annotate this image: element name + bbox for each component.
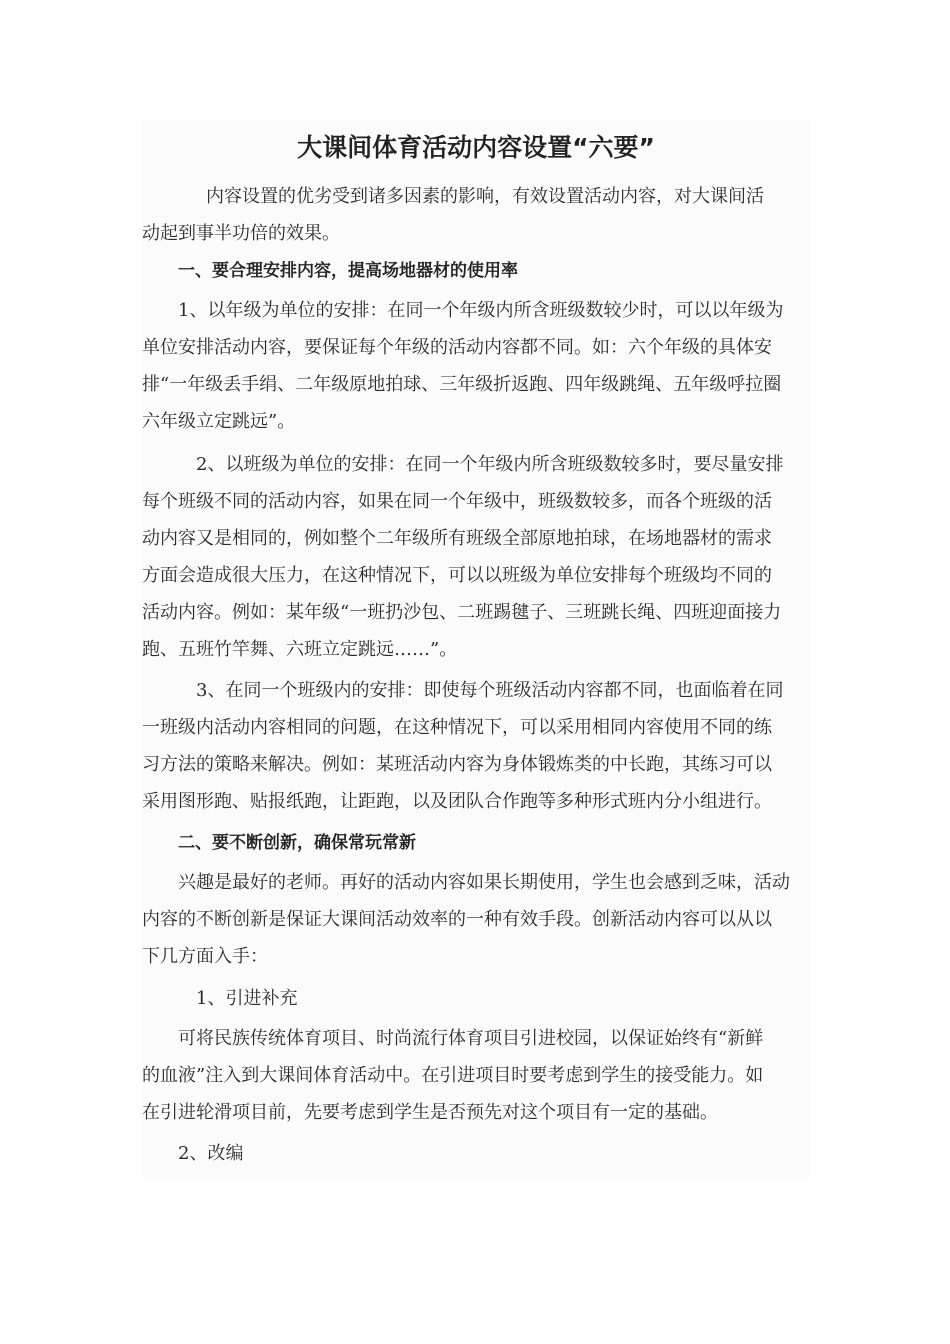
text-line: 动内容又是相同的，例如整个二年级所有班级全部原地拍球，在场地器材的需求	[142, 528, 772, 549]
text-line: 六年级立定跳远”。	[142, 411, 296, 432]
section-2-heading: 二、要不断创新，确保常玩常新	[178, 833, 416, 853]
intro-paragraph	[142, 178, 810, 252]
text-line: 1、引进补充	[196, 988, 298, 1009]
section-2-paragraph-1	[142, 864, 810, 975]
text-line: 2、以班级为单位的安排：在同一个年级内所含班级数较多时，要尽量安排	[196, 454, 784, 475]
text-line: 下几方面入手：	[142, 946, 268, 967]
text-line: 可将民族传统体育项目、时尚流行体育项目引进校园，以保证始终有“新鲜	[178, 1028, 764, 1049]
document-title: 大课间体育活动内容设置“六要”	[297, 133, 655, 162]
text-line: 的血液”注入到大课间体育活动中。在引进项目时要考虑到学生的接受能力。如	[142, 1065, 764, 1086]
text-line: 跑、五班竹竿舞、六班立定跳远……”。	[142, 639, 458, 660]
text-line: 活动内容。例如：某年级“一班扔沙包、二班踢毽子、三班跳长绳、四班迎面接力	[142, 602, 782, 623]
text-line: 排“一年级丢手绢、二年级原地拍球、三年级折返跑、四年级跳绳、五年级呼拉圈	[142, 374, 782, 395]
section-2-paragraph-2	[142, 1020, 810, 1131]
text-line: 动起到事半功倍的效果。	[142, 223, 340, 244]
section-2-subheading-1	[142, 980, 810, 1017]
text-line: 习方法的策略来解决。例如：某班活动内容为身体锻炼类的中长跑，其练习可以	[142, 754, 772, 775]
text-line: 内容设置的优劣受到诸多因素的影响，有效设置活动内容，对大课间活	[206, 186, 764, 207]
text-line: 采用图形跑、贴报纸跑，让距跑，以及团队合作跑等多种形式班内分小组进行。	[142, 791, 772, 812]
section-1-paragraph-1	[142, 292, 810, 440]
text-line: 在引进轮滑项目前，先要考虑到学生是否预先对这个项目有一定的基础。	[142, 1102, 718, 1123]
text-line: 一班级内活动内容相同的问题，在这种情况下，可以采用相同内容使用不同的练	[142, 717, 772, 738]
text-line: 单位安排活动内容，要保证每个年级的活动内容都不同。如：六个年级的具体安	[142, 337, 772, 358]
section-1-paragraph-2	[142, 446, 810, 668]
section-1-heading: 一、要合理安排内容，提高场地器材的使用率	[178, 261, 518, 281]
text-line: 3、在同一个班级内的安排：即使每个班级活动内容都不同，也面临着在同	[196, 680, 784, 701]
text-line: 内容的不断创新是保证大课间活动效率的一种有效手段。创新活动内容可以从以	[142, 909, 772, 930]
text-line: 每个班级不同的活动内容，如果在同一个年级中，班级数较多，而各个班级的活	[142, 491, 772, 512]
text-line: 兴趣是最好的老师。再好的活动内容如果长期使用，学生也会感到乏味，活动	[178, 872, 790, 893]
section-1-paragraph-3	[142, 672, 810, 820]
text-line: 方面会造成很大压力，在这种情况下，可以以班级为单位安排每个班级均不同的	[142, 565, 772, 586]
text-line: 2、改编	[178, 1143, 244, 1164]
text-line: 1、以年级为单位的安排：在同一个年级内所含班级数较少时，可以以年级为	[178, 300, 784, 321]
section-2-subheading-2	[142, 1135, 810, 1172]
